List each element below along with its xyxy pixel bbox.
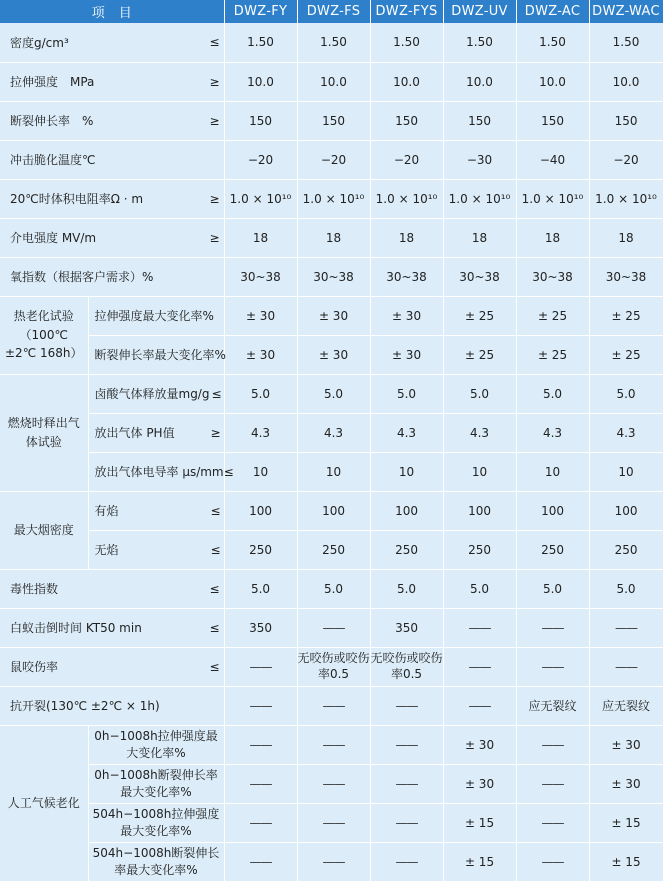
group-label: 燃烧时释出气体试验 [7,415,80,449]
cell: 30~38 [224,257,297,296]
cell: 10 [370,452,443,491]
table-row [0,491,663,530]
cell: 5.0 [589,374,663,413]
cell: 1.0 × 10¹⁰ [297,179,370,218]
row-label: 拉伸强度 MPa [10,75,95,89]
cell: ± 15 [443,803,516,842]
cell: 30~38 [443,257,516,296]
cell: 10.0 [297,62,370,101]
table-row [0,686,663,725]
cell: —— [370,725,443,764]
cell: —— [516,647,589,686]
table-row [0,569,663,608]
cell: 10.0 [224,62,297,101]
cell: —— [297,608,370,647]
group-label: 人工气候老化 [7,795,80,810]
cell: —— [224,725,297,764]
cell: —— [297,686,370,725]
cell: 4.3 [589,413,663,452]
cell: 5.0 [224,569,297,608]
cell: —— [516,725,589,764]
cell: 5.0 [443,569,516,608]
row-operator: ≤ [209,35,220,50]
cell: 10.0 [516,62,589,101]
cell: 30~38 [297,257,370,296]
cell: ± 30 [224,296,297,335]
table-row [0,764,663,803]
cell: ± 25 [589,335,663,374]
row-label: 卤酸气体释放量mg/g [94,387,210,401]
cell: 150 [443,101,516,140]
cell: —— [224,842,297,881]
row-operator: ≥ [210,425,221,440]
cell: —— [370,803,443,842]
table-row [0,62,663,101]
row-label: 鼠咬伤率 [10,660,59,674]
cell: ± 30 [297,335,370,374]
cell: —— [589,608,663,647]
table-row [0,803,663,842]
cell: ± 15 [589,842,663,881]
cell: 18 [370,218,443,257]
cell: 4.3 [224,413,297,452]
cell: 4.3 [516,413,589,452]
cell: 150 [516,101,589,140]
cell: —— [370,842,443,881]
table-row [0,140,663,179]
cell: 1.0 × 10¹⁰ [443,179,516,218]
cell: —— [224,764,297,803]
cell: 100 [443,491,516,530]
header-item: 项目 [0,0,224,23]
cell: −40 [516,140,589,179]
cell: 100 [297,491,370,530]
cell: −20 [297,140,370,179]
cell: 10.0 [589,62,663,101]
cell: 350 [370,608,443,647]
cell: ± 30 [224,335,297,374]
table-row [0,452,663,491]
cell: 18 [443,218,516,257]
table-row [0,413,663,452]
cell: 5.0 [516,374,589,413]
cell: −20 [370,140,443,179]
cell: 5.0 [589,569,663,608]
cell: 18 [589,218,663,257]
row-label: 0h−1008h拉伸强度最大变化率% [94,729,218,760]
cell: 250 [370,530,443,569]
cell: ± 30 [370,335,443,374]
cell: 250 [589,530,663,569]
table-row [0,530,663,569]
table-row [0,257,663,296]
cell: ± 25 [516,335,589,374]
row-label: 有焰 [94,504,119,518]
cell: 1.50 [589,23,663,62]
cell: 无咬伤或咬伤率0.5 [297,647,370,686]
table-row [0,101,663,140]
cell: 1.0 × 10¹⁰ [516,179,589,218]
cell: 350 [224,608,297,647]
row-operator: ≤ [223,464,234,479]
row-label: 504h−1008h拉伸强度最大变化率% [92,807,220,838]
cell: 250 [516,530,589,569]
cell: 30~38 [370,257,443,296]
row-label: 504h−1008h断裂伸长率最大变化率% [92,846,220,877]
row-label: 放出气体电导率 μs/mm [94,465,224,479]
cell: ± 30 [589,764,663,803]
cell: ± 25 [516,296,589,335]
group-label: 热老化试验（100℃ ±2℃ 168h） [5,309,83,361]
header-col: DWZ-AC [516,0,589,23]
cell: 18 [516,218,589,257]
header-col: DWZ-FY [224,0,297,23]
cell: −30 [443,140,516,179]
cell: 250 [443,530,516,569]
header-col: DWZ-WAC [589,0,663,23]
cell: —— [516,764,589,803]
cell: ± 25 [443,335,516,374]
row-label: 密度g/cm³ [10,35,69,50]
table-row [0,296,663,335]
cell: ± 30 [443,725,516,764]
cell: —— [224,647,297,686]
row-operator: ≥ [209,113,220,128]
row-label: 拉伸强度最大变化率% [94,309,214,323]
cell: 5.0 [370,374,443,413]
row-operator: ≤ [209,581,220,596]
cell: 5.0 [443,374,516,413]
cell: 30~38 [516,257,589,296]
table-row [0,608,663,647]
table-row [0,179,663,218]
cell: —— [297,803,370,842]
row-label: 0h−1008h断裂伸长率最大变化率% [94,768,218,799]
cell: 150 [224,101,297,140]
row-label: 20℃时体积电阻率Ω · m [10,192,144,206]
cell: −20 [589,140,663,179]
cell: 5.0 [297,374,370,413]
row-label: 氧指数（根据客户需求）% [10,270,154,284]
cell: 5.0 [297,569,370,608]
cell: 1.0 × 10¹⁰ [370,179,443,218]
table-row [0,23,663,62]
cell: —— [443,608,516,647]
cell: 10 [224,452,297,491]
cell: ± 25 [589,296,663,335]
cell: —— [370,686,443,725]
cell: 10 [589,452,663,491]
table-row [0,218,663,257]
cell: 1.50 [443,23,516,62]
cell: 18 [224,218,297,257]
row-label: 断裂伸长率最大变化率% [94,348,226,362]
cell: 10 [516,452,589,491]
cell: 250 [297,530,370,569]
row-label: 无焰 [94,543,119,557]
row-operator: ≥ [209,230,220,245]
cell: 150 [589,101,663,140]
cell: 1.50 [516,23,589,62]
cell: ± 15 [589,803,663,842]
table-row [0,374,663,413]
cell: 1.50 [297,23,370,62]
cell: 10.0 [443,62,516,101]
row-operator: ≤ [211,386,222,401]
cell: 150 [297,101,370,140]
row-operator: ≤ [210,542,221,557]
cell: —— [443,686,516,725]
cell: 应无裂纹 [589,686,663,725]
row-label: 介电强度 MV/m [10,231,97,245]
header-col: DWZ-UV [443,0,516,23]
table-row [0,842,663,881]
cell: —— [516,803,589,842]
cell: 10.0 [370,62,443,101]
table-row [0,647,663,686]
cell: 4.3 [297,413,370,452]
cell: —— [224,686,297,725]
cell: —— [297,764,370,803]
cell: 18 [297,218,370,257]
table-row [0,335,663,374]
header-col: DWZ-FS [297,0,370,23]
cell: —— [516,608,589,647]
table-row [0,725,663,764]
cell: ± 30 [589,725,663,764]
row-label: 抗开裂(130℃ ±2℃ × 1h) [10,699,160,713]
row-label: 毒性指数 [10,582,59,596]
header-row [0,0,663,23]
cell: ± 15 [443,842,516,881]
cell: ± 30 [370,296,443,335]
cell: —— [443,647,516,686]
cell: —— [589,647,663,686]
row-label: 冲击脆化温度℃ [10,153,96,167]
row-label: 断裂伸长率 % [10,114,94,128]
cell: —— [224,803,297,842]
cell: 150 [370,101,443,140]
cell: 1.0 × 10¹⁰ [589,179,663,218]
cell: ± 30 [297,296,370,335]
row-operator: ≥ [209,191,220,206]
cell: −20 [224,140,297,179]
row-operator: ≤ [209,620,220,635]
cell: ± 25 [443,296,516,335]
cell: 100 [516,491,589,530]
cell: ± 30 [443,764,516,803]
row-operator: ≤ [209,659,220,674]
row-operator: ≤ [210,503,221,518]
cell: 100 [589,491,663,530]
cell: 无咬伤或咬伤率0.5 [370,647,443,686]
header-col: DWZ-FYS [370,0,443,23]
cell: 5.0 [224,374,297,413]
cell: 4.3 [443,413,516,452]
cell: 5.0 [370,569,443,608]
cell: 应无裂纹 [516,686,589,725]
cell: —— [370,764,443,803]
cell: —— [297,725,370,764]
cell: —— [516,842,589,881]
row-operator: ≥ [209,74,220,89]
cell: 1.50 [224,23,297,62]
cell: 5.0 [516,569,589,608]
row-label: 白蚁击倒时间 KT50 min [10,621,142,635]
cell: 1.50 [370,23,443,62]
cell: 100 [370,491,443,530]
cell: —— [297,842,370,881]
cell: 4.3 [370,413,443,452]
group-label: 最大烟密度 [13,522,74,537]
cell: 10 [443,452,516,491]
cell: 250 [224,530,297,569]
cell: 30~38 [589,257,663,296]
row-label: 放出气体 PH值 [94,426,175,440]
cell: 10 [297,452,370,491]
cell: 100 [224,491,297,530]
cell: 1.0 × 10¹⁰ [224,179,297,218]
